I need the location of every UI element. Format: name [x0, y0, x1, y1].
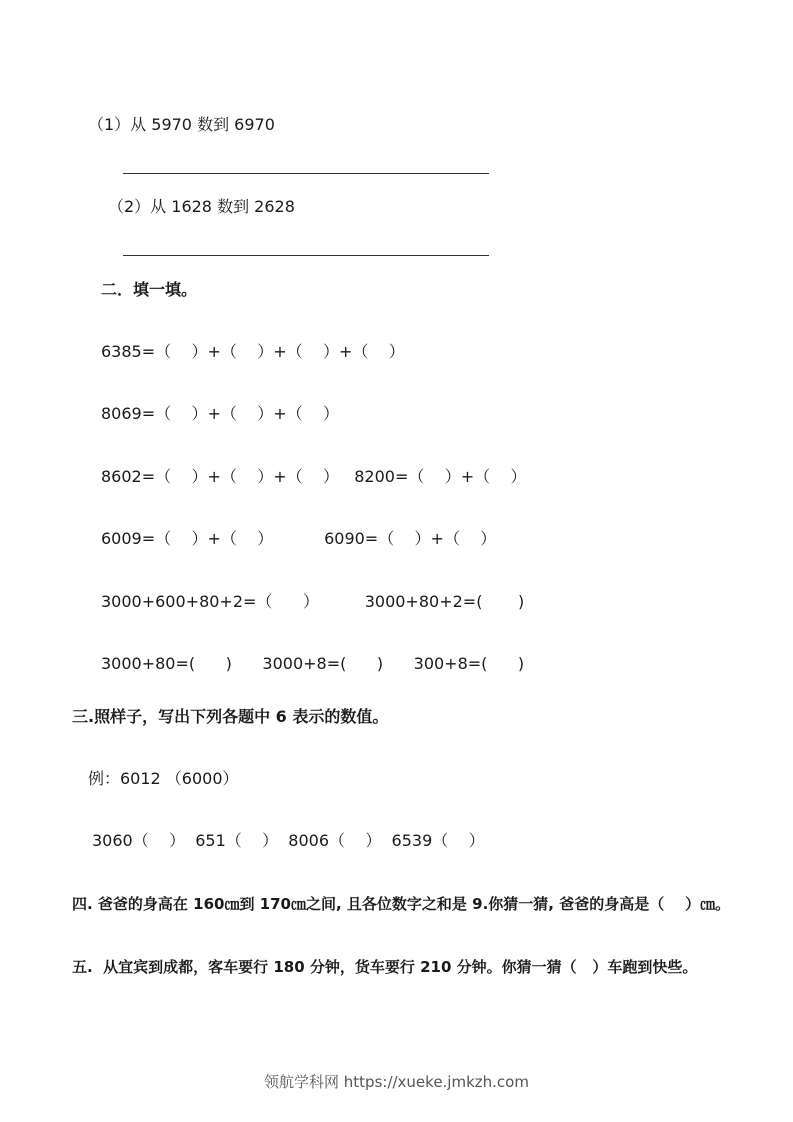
- answer-line-1: [123, 173, 489, 174]
- fill-row-3: 8602=（ ）+（ ）+（ ） 8200=（ ）+（ ）: [101, 467, 527, 486]
- fill-row-5: 3000+600+80+2=（ ） 3000+80+2=( ): [101, 592, 525, 611]
- section-2-heading: 二．填一填。: [101, 280, 198, 299]
- count-task-1: （1）从 5970 数到 6970: [88, 115, 275, 134]
- section-4-question: 四. 爸爸的身高在 160㎝到 170㎝之间, 且各位数字之和是 9.你猜一猜, 爸爸的身高是（ ）㎝。: [72, 895, 731, 913]
- fill-row-6: 3000+80=( ) 3000+8=( ) 300+8=( ): [101, 654, 525, 673]
- answer-line-2: [123, 255, 489, 256]
- count-task-2: （2）从 1628 数到 2628: [108, 197, 295, 216]
- section-3-example: 例：6012 （6000）: [88, 769, 239, 788]
- fill-row-1: 6385=（ ）+（ ）+（ ）+（ ）: [101, 342, 405, 361]
- fill-row-4: 6009=（ ）+（ ） 6090=（ ）+（ ）: [101, 529, 497, 548]
- section-5-question: 五. 从宜宾到成都，客车要行 180 分钟，货车要行 210 分钟。你猜一猜（ ）车跑到快些。: [72, 958, 698, 976]
- section-3-items: 3060（ ） 651（ ） 8006（ ） 6539（ ）: [92, 831, 485, 850]
- section-3-heading: 三.照样子，写出下列各题中 6 表示的数值。: [72, 707, 389, 726]
- fill-row-2: 8069=（ ）+（ ）+（ ）: [101, 404, 339, 423]
- footer-watermark: 领航学科网 https://xueke.jmkzh.com: [264, 1073, 529, 1091]
